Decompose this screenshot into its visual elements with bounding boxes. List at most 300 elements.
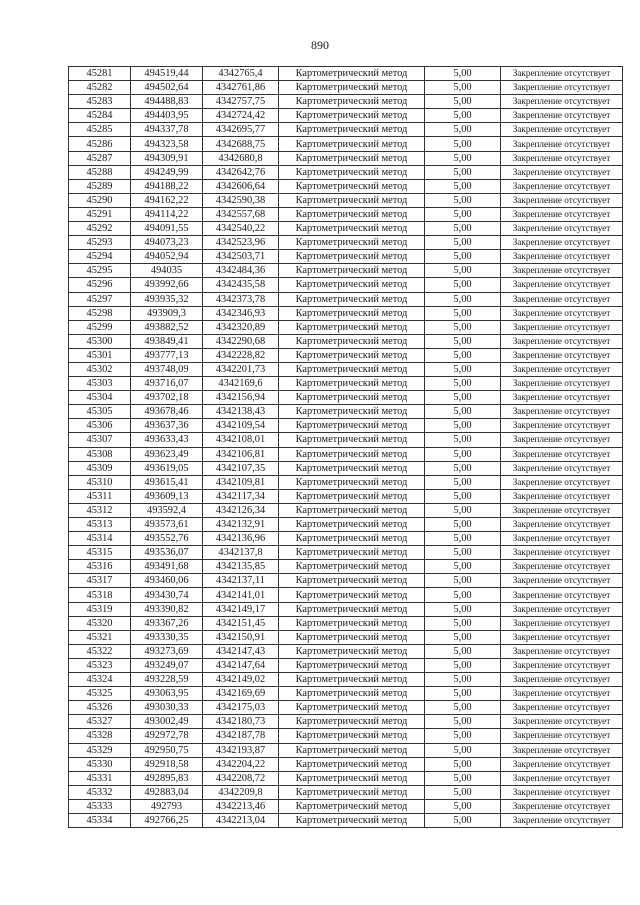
accuracy-cell: 5,00 [425,546,501,560]
x-coordinate-cell: 492918,58 [131,757,203,771]
y-coordinate-cell: 4342204,22 [203,757,279,771]
y-coordinate-cell: 4342156,94 [203,391,279,405]
x-coordinate-cell: 494488,83 [131,95,203,109]
x-coordinate-cell: 493002,49 [131,715,203,729]
table-row [69,95,623,109]
fixing-description-cell: Закрепление отсутствует [501,250,623,264]
method-cell: Картометрический метод [279,560,425,574]
table-row [69,391,623,405]
y-coordinate-cell: 4342228,82 [203,348,279,362]
accuracy-cell: 5,00 [425,588,501,602]
accuracy-cell: 5,00 [425,813,501,827]
coordinates-table [68,66,623,828]
fixing-description-cell: Закрепление отсутствует [501,616,623,630]
method-cell: Картометрический метод [279,813,425,827]
method-cell: Картометрический метод [279,630,425,644]
table-row [69,109,623,123]
point-number-cell: 45330 [69,757,131,771]
x-coordinate-cell: 494403,95 [131,109,203,123]
accuracy-cell: 5,00 [425,687,501,701]
fixing-description-cell: Закрепление отсутствует [501,588,623,602]
y-coordinate-cell: 4342213,46 [203,799,279,813]
y-coordinate-cell: 4342680,8 [203,151,279,165]
accuracy-cell: 5,00 [425,292,501,306]
y-coordinate-cell: 4342180,73 [203,715,279,729]
point-number-cell: 45310 [69,475,131,489]
table-row [69,715,623,729]
method-cell: Картометрический метод [279,165,425,179]
fixing-description-cell: Закрепление отсутствует [501,546,623,560]
point-number-cell: 45284 [69,109,131,123]
table-row [69,602,623,616]
accuracy-cell: 5,00 [425,95,501,109]
fixing-description-cell: Закрепление отсутствует [501,109,623,123]
method-cell: Картометрический метод [279,306,425,320]
y-coordinate-cell: 4342141,01 [203,588,279,602]
method-cell: Картометрический метод [279,532,425,546]
fixing-description-cell: Закрепление отсутствует [501,799,623,813]
method-cell: Картометрический метод [279,292,425,306]
point-number-cell: 45283 [69,95,131,109]
table-row [69,475,623,489]
method-cell: Картометрический метод [279,574,425,588]
point-number-cell: 45306 [69,419,131,433]
method-cell: Картометрический метод [279,785,425,799]
fixing-description-cell: Закрепление отсутствует [501,757,623,771]
y-coordinate-cell: 4342503,71 [203,250,279,264]
fixing-description-cell: Закрепление отсутствует [501,81,623,95]
fixing-description-cell: Закрепление отсутствует [501,729,623,743]
accuracy-cell: 5,00 [425,630,501,644]
x-coordinate-cell: 492883,04 [131,785,203,799]
page-number: 890 [311,38,329,52]
table-row [69,757,623,771]
y-coordinate-cell: 4342557,68 [203,207,279,221]
accuracy-cell: 5,00 [425,306,501,320]
point-number-cell: 45302 [69,362,131,376]
fixing-description-cell: Закрепление отсутствует [501,207,623,221]
fixing-description-cell: Закрепление отсутствует [501,67,623,81]
fixing-description-cell: Закрепление отсутствует [501,433,623,447]
point-number-cell: 45332 [69,785,131,799]
method-cell: Картометрический метод [279,701,425,715]
point-number-cell: 45333 [69,799,131,813]
fixing-description-cell: Закрепление отсутствует [501,475,623,489]
y-coordinate-cell: 4342117,34 [203,489,279,503]
x-coordinate-cell: 493573,61 [131,518,203,532]
point-number-cell: 45290 [69,193,131,207]
fixing-description-cell: Закрепление отсутствует [501,222,623,236]
fixing-description-cell: Закрепление отсутствует [501,405,623,419]
y-coordinate-cell: 4342137,11 [203,574,279,588]
accuracy-cell: 5,00 [425,602,501,616]
y-coordinate-cell: 4342132,91 [203,518,279,532]
fixing-description-cell: Закрепление отсутствует [501,673,623,687]
accuracy-cell: 5,00 [425,447,501,461]
fixing-description-cell: Закрепление отсутствует [501,306,623,320]
y-coordinate-cell: 4342209,8 [203,785,279,799]
table-row [69,67,623,81]
point-number-cell: 45303 [69,377,131,391]
fixing-description-cell: Закрепление отсутствует [501,701,623,715]
fixing-description-cell: Закрепление отсутствует [501,644,623,658]
point-number-cell: 45323 [69,658,131,672]
fixing-description-cell: Закрепление отсутствует [501,630,623,644]
fixing-description-cell: Закрепление отсутствует [501,348,623,362]
accuracy-cell: 5,00 [425,489,501,503]
table-row [69,179,623,193]
fixing-description-cell: Закрепление отсутствует [501,95,623,109]
table-row [69,588,623,602]
table-row [69,729,623,743]
x-coordinate-cell: 492950,75 [131,743,203,757]
point-number-cell: 45327 [69,715,131,729]
x-coordinate-cell: 494091,55 [131,222,203,236]
table-row [69,320,623,334]
x-coordinate-cell: 493491,68 [131,560,203,574]
fixing-description-cell: Закрепление отсутствует [501,743,623,757]
point-number-cell: 45282 [69,81,131,95]
accuracy-cell: 5,00 [425,715,501,729]
y-coordinate-cell: 4342346,93 [203,306,279,320]
table-row [69,137,623,151]
point-number-cell: 45295 [69,264,131,278]
y-coordinate-cell: 4342320,89 [203,320,279,334]
method-cell: Картометрический метод [279,419,425,433]
fixing-description-cell: Закрепление отсутствует [501,137,623,151]
point-number-cell: 45305 [69,405,131,419]
accuracy-cell: 5,00 [425,193,501,207]
x-coordinate-cell: 493678,46 [131,405,203,419]
y-coordinate-cell: 4342765,4 [203,67,279,81]
accuracy-cell: 5,00 [425,151,501,165]
x-coordinate-cell: 494309,91 [131,151,203,165]
y-coordinate-cell: 4342435,58 [203,278,279,292]
method-cell: Картометрический метод [279,673,425,687]
table-row [69,362,623,376]
method-cell: Картометрический метод [279,362,425,376]
accuracy-cell: 5,00 [425,250,501,264]
method-cell: Картометрический метод [279,489,425,503]
x-coordinate-cell: 493716,07 [131,377,203,391]
y-coordinate-cell: 4342290,68 [203,334,279,348]
fixing-description-cell: Закрепление отсутствует [501,151,623,165]
x-coordinate-cell: 493430,74 [131,588,203,602]
fixing-description-cell: Закрепление отсутствует [501,461,623,475]
point-number-cell: 45321 [69,630,131,644]
accuracy-cell: 5,00 [425,757,501,771]
table-row [69,193,623,207]
fixing-description-cell: Закрепление отсутствует [501,278,623,292]
y-coordinate-cell: 4342590,38 [203,193,279,207]
y-coordinate-cell: 4342147,64 [203,658,279,672]
table-row [69,250,623,264]
fixing-description-cell: Закрепление отсутствует [501,715,623,729]
y-coordinate-cell: 4342484,36 [203,264,279,278]
y-coordinate-cell: 4342126,34 [203,503,279,517]
accuracy-cell: 5,00 [425,405,501,419]
point-number-cell: 45294 [69,250,131,264]
table-row [69,658,623,672]
y-coordinate-cell: 4342137,8 [203,546,279,560]
accuracy-cell: 5,00 [425,81,501,95]
table-row [69,489,623,503]
point-number-cell: 45316 [69,560,131,574]
point-number-cell: 45334 [69,813,131,827]
point-number-cell: 45320 [69,616,131,630]
table-row [69,574,623,588]
point-number-cell: 45312 [69,503,131,517]
x-coordinate-cell: 494035 [131,264,203,278]
x-coordinate-cell: 493637,36 [131,419,203,433]
fixing-description-cell: Закрепление отсутствует [501,123,623,137]
y-coordinate-cell: 4342149,02 [203,673,279,687]
y-coordinate-cell: 4342107,35 [203,461,279,475]
fixing-description-cell: Закрепление отсутствует [501,320,623,334]
accuracy-cell: 5,00 [425,320,501,334]
method-cell: Картометрический метод [279,687,425,701]
accuracy-cell: 5,00 [425,207,501,221]
point-number-cell: 45281 [69,67,131,81]
y-coordinate-cell: 4342606,64 [203,179,279,193]
accuracy-cell: 5,00 [425,222,501,236]
x-coordinate-cell: 492793 [131,799,203,813]
point-number-cell: 45313 [69,518,131,532]
y-coordinate-cell: 4342201,73 [203,362,279,376]
table-row [69,799,623,813]
y-coordinate-cell: 4342136,96 [203,532,279,546]
method-cell: Картометрический метод [279,123,425,137]
accuracy-cell: 5,00 [425,771,501,785]
point-number-cell: 45325 [69,687,131,701]
point-number-cell: 45324 [69,673,131,687]
point-number-cell: 45286 [69,137,131,151]
method-cell: Картометрический метод [279,771,425,785]
accuracy-cell: 5,00 [425,362,501,376]
fixing-description-cell: Закрепление отсутствует [501,165,623,179]
method-cell: Картометрический метод [279,236,425,250]
x-coordinate-cell: 494188,22 [131,179,203,193]
accuracy-cell: 5,00 [425,137,501,151]
fixing-description-cell: Закрепление отсутствует [501,560,623,574]
fixing-description-cell: Закрепление отсутствует [501,574,623,588]
accuracy-cell: 5,00 [425,278,501,292]
method-cell: Картометрический метод [279,461,425,475]
fixing-description-cell: Закрепление отсутствует [501,193,623,207]
accuracy-cell: 5,00 [425,123,501,137]
x-coordinate-cell: 494052,94 [131,250,203,264]
x-coordinate-cell: 494519,44 [131,67,203,81]
x-coordinate-cell: 493030,33 [131,701,203,715]
table-row [69,813,623,827]
method-cell: Картометрический метод [279,616,425,630]
fixing-description-cell: Закрепление отсутствует [501,532,623,546]
fixing-description-cell: Закрепление отсутствует [501,771,623,785]
x-coordinate-cell: 493633,43 [131,433,203,447]
x-coordinate-cell: 493552,76 [131,532,203,546]
accuracy-cell: 5,00 [425,616,501,630]
x-coordinate-cell: 493228,59 [131,673,203,687]
y-coordinate-cell: 4342151,45 [203,616,279,630]
fixing-description-cell: Закрепление отсутствует [501,391,623,405]
x-coordinate-cell: 493249,07 [131,658,203,672]
accuracy-cell: 5,00 [425,532,501,546]
method-cell: Картометрический метод [279,67,425,81]
method-cell: Картометрический метод [279,207,425,221]
point-number-cell: 45288 [69,165,131,179]
table-row [69,264,623,278]
x-coordinate-cell: 493702,18 [131,391,203,405]
x-coordinate-cell: 492972,78 [131,729,203,743]
method-cell: Картометрический метод [279,81,425,95]
fixing-description-cell: Закрепление отсутствует [501,292,623,306]
table-row [69,334,623,348]
y-coordinate-cell: 4342193,87 [203,743,279,757]
table-row [69,81,623,95]
y-coordinate-cell: 4342109,54 [203,419,279,433]
method-cell: Картометрический метод [279,715,425,729]
accuracy-cell: 5,00 [425,743,501,757]
table-row [69,785,623,799]
x-coordinate-cell: 493623,49 [131,447,203,461]
method-cell: Картометрический метод [279,546,425,560]
point-number-cell: 45311 [69,489,131,503]
table-row [69,701,623,715]
accuracy-cell: 5,00 [425,518,501,532]
x-coordinate-cell: 492895,83 [131,771,203,785]
point-number-cell: 45291 [69,207,131,221]
fixing-description-cell: Закрепление отсутствует [501,419,623,433]
table-row [69,560,623,574]
table-row [69,433,623,447]
y-coordinate-cell: 4342169,69 [203,687,279,701]
x-coordinate-cell: 493460,06 [131,574,203,588]
y-coordinate-cell: 4342695,77 [203,123,279,137]
method-cell: Картометрический метод [279,503,425,517]
point-number-cell: 45319 [69,602,131,616]
y-coordinate-cell: 4342757,75 [203,95,279,109]
method-cell: Картометрический метод [279,334,425,348]
x-coordinate-cell: 493273,69 [131,644,203,658]
y-coordinate-cell: 4342169,6 [203,377,279,391]
method-cell: Картометрический метод [279,137,425,151]
table-row [69,546,623,560]
point-number-cell: 45287 [69,151,131,165]
fixing-description-cell: Закрепление отсутствует [501,377,623,391]
fixing-description-cell: Закрепление отсутствует [501,658,623,672]
accuracy-cell: 5,00 [425,264,501,278]
accuracy-cell: 5,00 [425,701,501,715]
point-number-cell: 45318 [69,588,131,602]
accuracy-cell: 5,00 [425,419,501,433]
table-row [69,306,623,320]
method-cell: Картометрический метод [279,278,425,292]
table-row [69,743,623,757]
x-coordinate-cell: 494337,78 [131,123,203,137]
x-coordinate-cell: 493935,32 [131,292,203,306]
x-coordinate-cell: 493367,26 [131,616,203,630]
table-row [69,123,623,137]
method-cell: Картометрический метод [279,348,425,362]
accuracy-cell: 5,00 [425,67,501,81]
table-row [69,165,623,179]
fixing-description-cell: Закрепление отсутствует [501,785,623,799]
accuracy-cell: 5,00 [425,729,501,743]
method-cell: Картометрический метод [279,729,425,743]
accuracy-cell: 5,00 [425,433,501,447]
point-number-cell: 45315 [69,546,131,560]
method-cell: Картометрический метод [279,151,425,165]
fixing-description-cell: Закрепление отсутствует [501,179,623,193]
accuracy-cell: 5,00 [425,475,501,489]
x-coordinate-cell: 494323,58 [131,137,203,151]
y-coordinate-cell: 4342147,43 [203,644,279,658]
y-coordinate-cell: 4342149,17 [203,602,279,616]
y-coordinate-cell: 4342108,01 [203,433,279,447]
point-number-cell: 45326 [69,701,131,715]
table-row [69,630,623,644]
table-row [69,461,623,475]
y-coordinate-cell: 4342213,04 [203,813,279,827]
table-row [69,292,623,306]
x-coordinate-cell: 493992,66 [131,278,203,292]
table-row [69,771,623,785]
accuracy-cell: 5,00 [425,391,501,405]
table-row [69,405,623,419]
y-coordinate-cell: 4342540,22 [203,222,279,236]
method-cell: Картометрический метод [279,433,425,447]
x-coordinate-cell: 494162,22 [131,193,203,207]
table-row [69,518,623,532]
x-coordinate-cell: 493619,05 [131,461,203,475]
y-coordinate-cell: 4342208,72 [203,771,279,785]
table-row [69,419,623,433]
x-coordinate-cell: 492766,25 [131,813,203,827]
method-cell: Картометрический метод [279,588,425,602]
x-coordinate-cell: 493330,35 [131,630,203,644]
fixing-description-cell: Закрепление отсутствует [501,602,623,616]
accuracy-cell: 5,00 [425,658,501,672]
y-coordinate-cell: 4342761,86 [203,81,279,95]
accuracy-cell: 5,00 [425,574,501,588]
point-number-cell: 45296 [69,278,131,292]
accuracy-cell: 5,00 [425,461,501,475]
method-cell: Картометрический метод [279,222,425,236]
method-cell: Картометрический метод [279,644,425,658]
fixing-description-cell: Закрепление отсутствует [501,518,623,532]
table-row [69,236,623,250]
point-number-cell: 45307 [69,433,131,447]
table-row [69,673,623,687]
x-coordinate-cell: 494249,99 [131,165,203,179]
fixing-description-cell: Закрепление отсутствует [501,687,623,701]
point-number-cell: 45299 [69,320,131,334]
method-cell: Картометрический метод [279,475,425,489]
accuracy-cell: 5,00 [425,644,501,658]
method-cell: Картометрический метод [279,264,425,278]
table-row [69,447,623,461]
fixing-description-cell: Закрепление отсутствует [501,813,623,827]
fixing-description-cell: Закрепление отсутствует [501,334,623,348]
fixing-description-cell: Закрепление отсутствует [501,503,623,517]
accuracy-cell: 5,00 [425,799,501,813]
x-coordinate-cell: 493592,4 [131,503,203,517]
y-coordinate-cell: 4342373,78 [203,292,279,306]
method-cell: Картометрический метод [279,95,425,109]
x-coordinate-cell: 493748,09 [131,362,203,376]
method-cell: Картометрический метод [279,405,425,419]
point-number-cell: 45304 [69,391,131,405]
